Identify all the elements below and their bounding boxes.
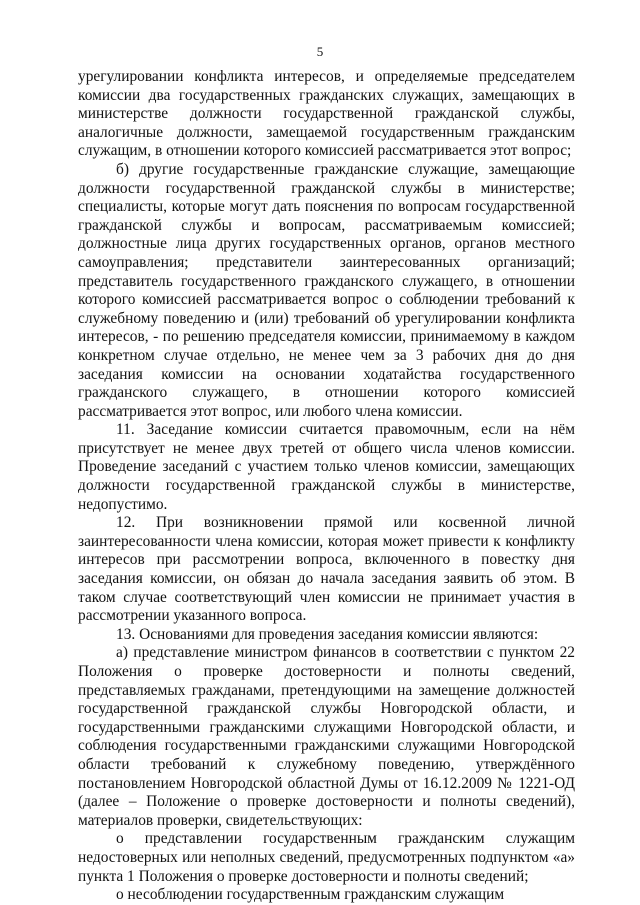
paragraph-12: 12. При возникновении прямой или косвенной личной заинтересованности члена комиссии, которая может привести к конфликту интересов при рассмотрении вопроса, включенного в повестку дня заседания комиссии, он обязан до начала заседания заявить об этом. В таком случае соответствующий член комиссии не принимает участия в рассмотрении указанного вопроса. xyxy=(78,514,575,625)
paragraph-item-b: б) другие государственные гражданские служащие, замещающие должности государственной гражданской службы в министерстве; специалисты, которые могут дать пояснения по вопросам государственной гражданской службы и вопросам, рассматриваемым комиссией; должностные лица других государственных органов, органов местного самоуправления; представители заинтересованных организаций; представитель государственного гражданского служащего, в отношении которого комиссией рассматривается вопрос о соблюдении требований к служебному поведению и (или) требований об урегулировании конфликта интересов, - по решению председателя комиссии, принимаемому в каждом конкретном случае отдельно, не менее чем за 3 рабочих дня до дня заседания комиссии на основании ходатайства государственного гражданского служащего, в отношении которого комиссией рассматривается этот вопрос, или любого члена комиссии. xyxy=(78,160,575,420)
document-body xyxy=(78,68,575,905)
paragraph-13: 13. Основаниями для проведения заседания комиссии являются: xyxy=(116,625,539,643)
paragraph-11: 11. Заседание комиссии считается правомочным, если на нём присутствует не менее двух третей от общего числа членов комиссии. Проведение заседаний с участием только членов комиссии, замещающих должности государственной гражданской службы в министерстве, недопустимо. xyxy=(78,421,575,513)
paragraph-13-a: а) представление министром финансов в соответствии с пунктом 22 Положения о проверке достоверности и полноты сведений, представляемых гражданами, претендующими на замещение должностей государственной гражданской службы Новгородской области, и государственными гражданскими служащими Новгородской области, и соблюдения государственными гражданскими служащими Новгородской области требований к служебному поведению, утверждённого постановлением Новгородской областной Думы от 16.12.2009 № 1221-ОД (далее – Положение о проверке достоверности и полноты сведений), материалов проверки, свидетельствующих: xyxy=(78,644,575,829)
page-number: 5 xyxy=(316,44,324,59)
paragraph-13-a-bullet-2: о несоблюдении государственным гражданским служащим xyxy=(116,886,505,904)
paragraph-13-a-bullet-1: о представлении государственным гражданским служащим недостоверных или неполных сведений, предусмотренных подпунктом «а» пункта 1 Положения о проверке достоверности и полноты сведений; xyxy=(78,830,575,885)
paragraph-continuation: урегулировании конфликта интересов, и определяемые председателем комиссии два государственных гражданских служащих, замещающих в министерстве должности государственной гражданской службы, аналогичные должности, замещаемой государственным гражданским служащим, в отношении которого комиссией рассматривается этот вопрос; xyxy=(78,68,575,160)
